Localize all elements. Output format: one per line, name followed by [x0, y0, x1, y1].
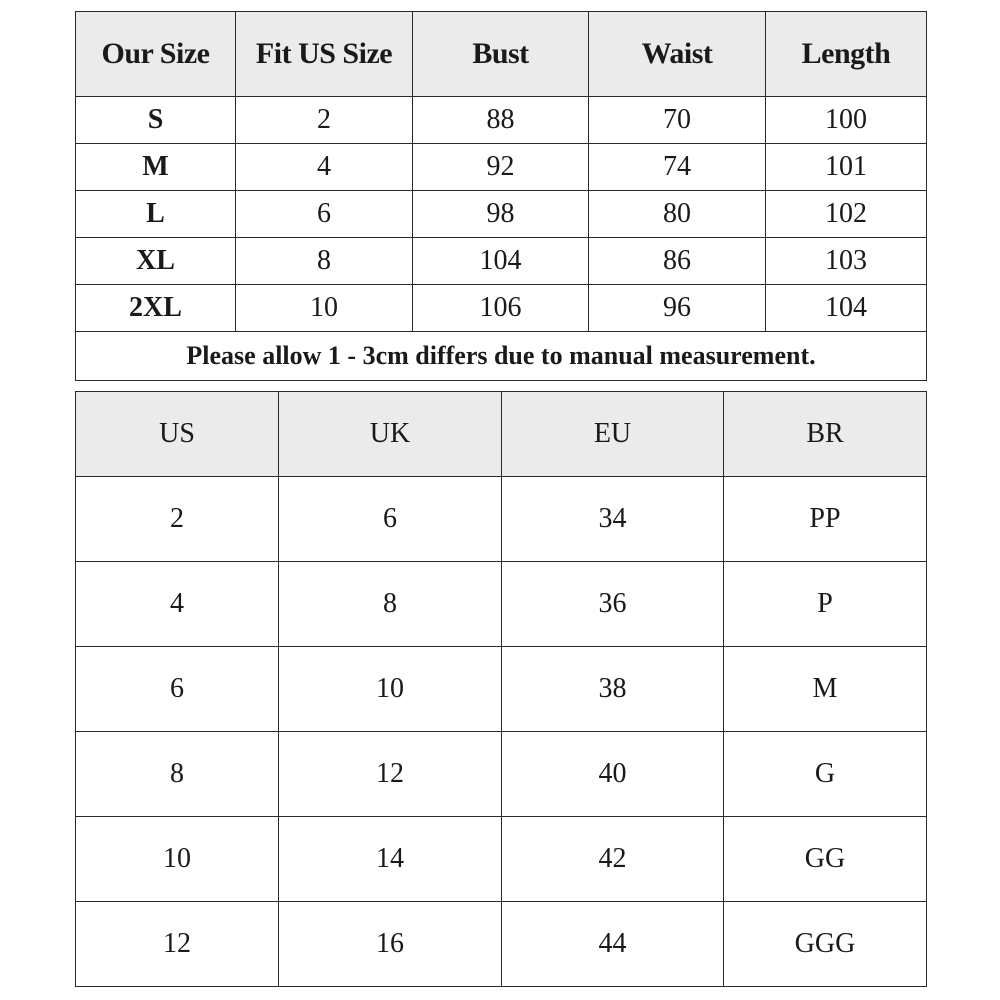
table-row [76, 562, 927, 647]
table-row [76, 732, 927, 817]
eu-cell: 36 [502, 562, 724, 647]
waist-cell: 70 [589, 97, 766, 144]
header-us: US [76, 392, 279, 477]
br-cell: GGG [724, 902, 927, 987]
br-cell: M [724, 647, 927, 732]
length-cell: 100 [766, 97, 927, 144]
uk-cell: 6 [279, 477, 502, 562]
size-cell: L [76, 191, 236, 238]
size-table-header-row [76, 12, 927, 97]
size-measurement-table [75, 11, 927, 381]
waist-cell: 80 [589, 191, 766, 238]
header-waist: Waist [589, 12, 766, 97]
header-uk: UK [279, 392, 502, 477]
us-cell: 12 [76, 902, 279, 987]
us-cell: 2 [76, 477, 279, 562]
eu-cell: 40 [502, 732, 724, 817]
eu-cell: 44 [502, 902, 724, 987]
size-cell: 2XL [76, 285, 236, 332]
table-row [76, 97, 927, 144]
table-row [76, 238, 927, 285]
fit-us-size-cell: 6 [236, 191, 413, 238]
table-row [76, 191, 927, 238]
uk-cell: 12 [279, 732, 502, 817]
bust-cell: 98 [413, 191, 589, 238]
fit-us-size-cell: 10 [236, 285, 413, 332]
fit-us-size-cell: 4 [236, 144, 413, 191]
size-cell: M [76, 144, 236, 191]
header-our-size: Our Size [76, 12, 236, 97]
measurement-note-row [76, 332, 927, 381]
fit-us-size-cell: 2 [236, 97, 413, 144]
size-cell: S [76, 97, 236, 144]
bust-cell: 106 [413, 285, 589, 332]
eu-cell: 34 [502, 477, 724, 562]
br-cell: G [724, 732, 927, 817]
us-cell: 6 [76, 647, 279, 732]
table-row [76, 647, 927, 732]
br-cell: P [724, 562, 927, 647]
table-row [76, 477, 927, 562]
size-cell: XL [76, 238, 236, 285]
uk-cell: 8 [279, 562, 502, 647]
measurement-note: Please allow 1 - 3cm differs due to manual measurement. [76, 332, 927, 381]
length-cell: 101 [766, 144, 927, 191]
us-cell: 4 [76, 562, 279, 647]
us-cell: 10 [76, 817, 279, 902]
uk-cell: 16 [279, 902, 502, 987]
header-bust: Bust [413, 12, 589, 97]
length-cell: 103 [766, 238, 927, 285]
header-fit-us-size: Fit US Size [236, 12, 413, 97]
table-row [76, 902, 927, 987]
bust-cell: 104 [413, 238, 589, 285]
uk-cell: 14 [279, 817, 502, 902]
fit-us-size-cell: 8 [236, 238, 413, 285]
table-row [76, 817, 927, 902]
br-cell: GG [724, 817, 927, 902]
size-conversion-table [75, 391, 927, 987]
br-cell: PP [724, 477, 927, 562]
waist-cell: 86 [589, 238, 766, 285]
bust-cell: 92 [413, 144, 589, 191]
waist-cell: 96 [589, 285, 766, 332]
length-cell: 102 [766, 191, 927, 238]
us-cell: 8 [76, 732, 279, 817]
table-row [76, 285, 927, 332]
header-eu: EU [502, 392, 724, 477]
uk-cell: 10 [279, 647, 502, 732]
header-br: BR [724, 392, 927, 477]
waist-cell: 74 [589, 144, 766, 191]
header-length: Length [766, 12, 927, 97]
bust-cell: 88 [413, 97, 589, 144]
table-row [76, 144, 927, 191]
eu-cell: 42 [502, 817, 724, 902]
length-cell: 104 [766, 285, 927, 332]
conversion-table-header-row [76, 392, 927, 477]
eu-cell: 38 [502, 647, 724, 732]
